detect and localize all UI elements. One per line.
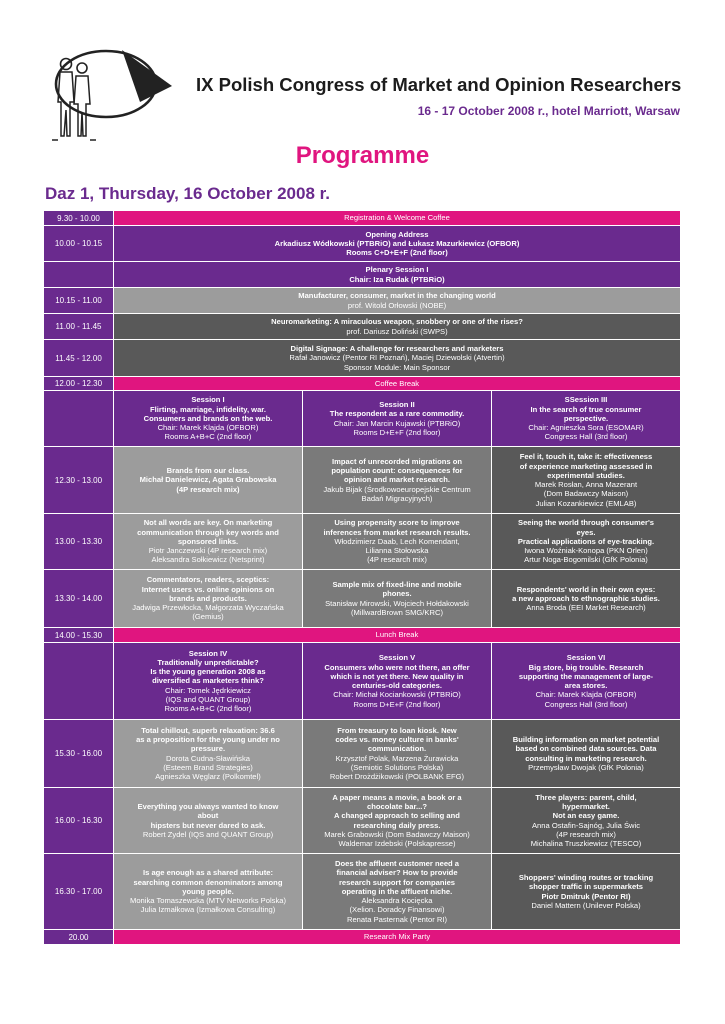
session-detail-line: Chair: Marek Klajda (OFBOR) [157, 423, 259, 433]
session-detail-line: Marek Grabowski (Dom Badawczy Maison) [324, 829, 470, 839]
session-title-line: Total chillout, superb relaxation: 36.6 [141, 725, 275, 735]
session-cell [114, 377, 680, 390]
session-detail-line: Research Mix Party [363, 932, 431, 942]
session-title-line: Flirting, marriage, infidelity, war. [150, 404, 266, 414]
session-title-line: hypermarket. [562, 802, 610, 811]
session-title-line: codes vs. money culture in banks' [335, 735, 459, 744]
session-title-line: Not all words are key. On marketing [143, 518, 273, 528]
session-cells [114, 570, 680, 627]
congress-title: IX Polish Congress of Market and Opinion Researchers [196, 74, 682, 95]
session-detail-line: Michalina Truszkiewicz (TESCO) [530, 839, 642, 848]
session-detail-line: (Esteem Brand Strategies) [163, 762, 253, 772]
session-title-line: eyes. [576, 527, 596, 537]
schedule-row [44, 854, 680, 930]
session-title-line: opinion and market research. [344, 475, 450, 485]
session-title-line: brands and products. [169, 593, 247, 603]
schedule-table [44, 211, 680, 945]
session-cell [114, 340, 680, 376]
session-cells [114, 377, 680, 390]
session-cells [114, 643, 680, 719]
session-title-line: Michał Danielewicz, Agata Grabowska [139, 475, 277, 485]
schedule-row [44, 788, 680, 854]
session-title-line: Session II [379, 400, 415, 409]
session-cells [114, 514, 680, 569]
session-cell [114, 226, 680, 261]
session-cells [114, 447, 680, 513]
session-title-line: Opening Address [365, 229, 429, 239]
session-title-line: population count: consequences for [331, 466, 463, 476]
session-detail-line: Anna Ostafin-Sajnóg, Julia Świc [531, 820, 641, 830]
session-cell [492, 447, 680, 513]
session-title-line: Using propensity score to improve [334, 518, 460, 528]
session-detail-line: (MillwardBrown SMG/KRC) [351, 607, 443, 617]
session-cells [114, 288, 680, 313]
session-title-line: (4P research mix) [176, 484, 240, 494]
session-title-line: young people. [182, 886, 234, 896]
session-title-line: A paper means a movie, a book or a [332, 792, 462, 802]
session-cell [114, 930, 680, 944]
session-title-line: In the search of true consumer [530, 404, 642, 414]
session-title-line: research support for companies [338, 877, 456, 887]
session-detail-line: prof. Witold Orłowski (NOBE) [347, 300, 447, 310]
time-slot: 10.15 - 11.00 [44, 288, 114, 313]
session-detail-line: Agnieszka Węglarz (Polkomtel) [155, 772, 261, 781]
session-detail-line: (Xelion. Doradcy Finansowi) [349, 905, 445, 915]
session-cells [114, 262, 680, 287]
time-slot: 11.45 - 12.00 [44, 340, 114, 376]
time-slot: 16.00 - 16.30 [44, 788, 114, 853]
session-title-line: Digital Signage: A challenge for researchers and marketers [290, 344, 504, 354]
session-title-line: From treasury to loan kiosk. New [337, 725, 457, 735]
session-title-line: A changed approach to selling and [334, 811, 460, 821]
session-cell [303, 720, 492, 787]
session-cells [114, 628, 680, 642]
congress-logo-icon [44, 40, 174, 155]
time-slot [44, 262, 114, 287]
session-title-line: researching daily press. [353, 820, 441, 830]
session-cells [114, 854, 680, 929]
session-title-line: based on combined data sources. Data [515, 744, 657, 754]
session-title-line: communication through key words and [137, 527, 279, 537]
session-detail-line: Robert Zydel (IQS and QUANT Group) [142, 829, 274, 839]
session-detail-line: Dorota Cudna-Sławińska [166, 753, 250, 763]
time-slot: 13.30 - 14.00 [44, 570, 114, 627]
session-title-line: Consumers who were not there, an offer [324, 662, 470, 672]
session-title-line: Arkadiusz Wódkowski (PTBRiO) and Łukasz Mazurkiewicz (OFBOR) [274, 238, 520, 248]
session-cell [114, 514, 303, 569]
session-cells [114, 391, 680, 446]
session-title-line: area stores. [564, 681, 608, 690]
session-title-line: Is the young generation 2008 as [150, 667, 266, 677]
session-title-line: chocolate bar...? [367, 802, 427, 811]
session-cell [303, 391, 492, 446]
time-slot: 20.00 [44, 930, 114, 944]
schedule-row [44, 628, 680, 643]
session-detail-line: Lunch Break [375, 630, 419, 640]
session-title-line: Chair: Iza Rudak (PTBRiO) [349, 274, 445, 284]
session-title-line: Building information on market potential [512, 735, 660, 744]
session-detail-line: Jadwiga Przewłocka, Małgorzata Wyczańska [132, 603, 284, 613]
session-cell [492, 391, 680, 446]
session-title-line: which is not yet there. New quality in [330, 671, 464, 681]
session-detail-line: Julian Kozankiewicz (EMLAB) [535, 498, 637, 508]
session-detail-line: (Semiotic Solutions Polska) [350, 762, 444, 772]
session-cell [114, 854, 303, 929]
session-detail-line: (Gemius) [192, 612, 224, 622]
session-detail-line: (IQS and QUANT Group) [165, 694, 251, 704]
session-detail-line: Przemysław Dwojak (GfK Polonia) [528, 762, 644, 772]
session-detail-line: Renata Pasternak (Pentor RI) [346, 914, 448, 924]
time-slot: 9.30 - 10.00 [44, 211, 114, 225]
schedule-row [44, 930, 680, 945]
session-detail-line: Krzysztof Polak, Marzena Żurawicka [335, 753, 459, 763]
session-title-line: Respondents' world in their own eyes: [516, 584, 656, 594]
session-detail-line: Robert Drożdżikowski (POLBANK EFG) [329, 772, 465, 781]
schedule-row [44, 514, 680, 570]
schedule-row [44, 314, 680, 340]
time-slot [44, 391, 114, 446]
schedule-row [44, 340, 680, 377]
session-detail-line: Marek Rosłan, Anna Mazerant [534, 480, 638, 489]
session-detail-line: (Dom Badawczy Maison) [543, 489, 629, 499]
session-detail-line: Iwona Woźniak-Konopa (PKN Orlen) [524, 546, 648, 556]
session-cell [114, 211, 680, 225]
session-detail-line: Chair: Jan Marcin Kujawski (PTBRiO) [333, 418, 461, 428]
session-title-line: Internet users vs. online opinions on [141, 584, 275, 594]
day-heading: Daz 1, Thursday, 16 October 2008 r. [45, 184, 331, 203]
session-cell [303, 643, 492, 719]
schedule-row [44, 288, 680, 314]
session-detail-line: Badań Migracyjnych) [361, 493, 433, 503]
session-cell [492, 514, 680, 569]
session-title-line: SSession III [564, 395, 608, 405]
session-title-line: shopper traffic in supermarkets [529, 882, 643, 892]
session-title-line: as a proposition for the young under no [136, 735, 280, 744]
session-detail-line: Anna Broda (EEI Market Research) [526, 603, 646, 613]
session-cell [114, 262, 680, 287]
congress-date-venue: 16 - 17 October 2008 r., hotel Marriott, Warsaw [417, 104, 680, 118]
session-cell [492, 643, 680, 719]
schedule-row [44, 643, 680, 720]
session-title-line: inferences from market research results. [323, 527, 471, 537]
session-cell [114, 288, 680, 313]
session-detail-line: Congress Hall (3rd floor) [544, 699, 628, 709]
schedule-row [44, 377, 680, 391]
session-title-line: searching common denominators among [133, 877, 283, 887]
session-detail-line: Artur Noga-Bogomilski (GfK Polonia) [524, 555, 648, 565]
schedule-row [44, 447, 680, 514]
session-title-line: The respondent as a rare commodity. [329, 409, 465, 419]
time-slot [44, 643, 114, 719]
session-title-line: Everything you always wanted to know [137, 802, 279, 811]
time-slot: 14.00 - 15.30 [44, 628, 114, 642]
session-title-line: Session VI [566, 653, 606, 663]
session-title-line: Sample mix of fixed-line and mobile [332, 580, 462, 589]
session-detail-line: (4P research mix) [556, 829, 616, 839]
session-cells [114, 788, 680, 853]
session-detail-line: Rooms D+E+F (2nd floor) [353, 699, 441, 709]
schedule-row [44, 391, 680, 447]
session-detail-line: Chair: Michał Kociankowski (PTBRiO) [333, 690, 461, 700]
session-cell [492, 854, 680, 929]
time-slot: 16.30 - 17.00 [44, 854, 114, 929]
session-title-line: of experience marketing assessed in [519, 461, 653, 471]
schedule-row [44, 570, 680, 628]
session-detail-line: Monika Tomaszewska (MTV Networks Polska) [130, 896, 286, 906]
session-detail-line: Jakub Bijak (Środkowoeuropejskie Centrum [323, 484, 471, 494]
session-cell [492, 570, 680, 627]
session-cell [114, 447, 303, 513]
time-slot: 12.30 - 13.00 [44, 447, 114, 513]
session-title-line: Consumers and brands on the web. [143, 413, 273, 423]
session-title-line: communication. [367, 744, 427, 754]
session-detail-line: Registration & Welcome Coffee [344, 213, 450, 223]
session-cell [303, 854, 492, 929]
time-slot: 13.00 - 13.30 [44, 514, 114, 569]
session-detail-line: Rooms A+B+C (2nd floor) [164, 704, 252, 714]
session-title-line: Traditionally unpredictable? [157, 657, 259, 667]
session-detail-line: Chair: Tomek Jędrkiewicz [165, 685, 251, 695]
time-slot: 15.30 - 16.00 [44, 720, 114, 787]
session-cell [303, 788, 492, 853]
session-cells [114, 314, 680, 339]
session-cell [303, 514, 492, 569]
session-title-line: Manufacturer, consumer, market in the changing world [298, 291, 496, 301]
session-title-line: Commentators, readers, sceptics: [146, 575, 270, 585]
session-cells [114, 340, 680, 376]
session-title-line: Does the affluent customer need a [334, 859, 460, 869]
session-title-line: pressure. [190, 744, 226, 754]
session-cell [114, 391, 303, 446]
session-title-line: Plenary Session I [365, 265, 429, 275]
session-title-line: Rooms C+D+E+F (2nd floor) [346, 248, 448, 258]
schedule-row [44, 211, 680, 226]
session-cell [492, 720, 680, 787]
session-title-line: phones. [382, 589, 412, 599]
session-detail-line: Lilianna Stołowska [365, 546, 429, 556]
session-cell [114, 314, 680, 339]
session-title-line: Session I [191, 395, 225, 405]
session-title-line: financial adviser? How to provide [336, 868, 458, 878]
session-detail-line: Włodzimierz Daab, Lech Komendant, [334, 536, 460, 546]
session-title-line: a new approach to ethnographic studies. [512, 593, 660, 603]
session-detail-line: Coffee Break [374, 378, 420, 388]
session-detail-line: Congress Hall (3rd floor) [544, 432, 628, 442]
session-cell [114, 643, 303, 719]
session-title-line: experimental studies. [547, 470, 625, 480]
session-detail-line: Rafał Janowicz (Pentor RI Poznań), Maciej Dziewolski (Atvertin) [289, 353, 505, 363]
session-detail-line: Aleksandra Sołkiewicz (Netsprint) [151, 555, 265, 565]
session-cell [114, 788, 303, 853]
session-title-line: Is age enough as a shared attribute: [143, 868, 273, 878]
session-title-line: Big store, big trouble. Research [528, 662, 644, 672]
session-title-line: hipsters but never dared to ask. [150, 820, 266, 830]
session-cell [303, 447, 492, 513]
session-cells [114, 930, 680, 944]
schedule-row [44, 226, 680, 262]
session-title-line: Neuromarketing: A miraculous weapon, snobbery or one of the rises? [271, 317, 523, 327]
session-cells [114, 720, 680, 787]
session-title-line: Three players: parent, child, [535, 792, 637, 802]
session-title-line: consulting in marketing research. [525, 753, 647, 763]
session-detail-line: Sponsor Module: Main Sponsor [343, 362, 451, 372]
session-detail-line: Daniel Mattern (Unilever Polska) [531, 900, 641, 910]
session-cell [303, 570, 492, 627]
session-title-line: Session V [378, 653, 416, 663]
session-title-line: Shoppers' winding routes or tracking [518, 873, 654, 882]
schedule-row [44, 720, 680, 788]
session-title-line: Seeing the world through consumer's [518, 518, 654, 528]
session-title-line: diversified as marketers think? [152, 676, 264, 686]
session-title-line: perspective. [563, 413, 609, 423]
session-detail-line: Stanisław Mirowski, Wojciech Hołdakowski [325, 598, 469, 608]
time-slot: 12.00 - 12.30 [44, 377, 114, 390]
schedule-row [44, 262, 680, 288]
session-cells [114, 226, 680, 261]
session-detail-line: Chair: Marek Klajda (OFBOR) [535, 690, 637, 700]
session-title-line: Not an easy game. [552, 811, 620, 821]
session-cells [114, 211, 680, 225]
programme-heading: Programme [295, 142, 430, 169]
time-slot: 10.00 - 10.15 [44, 226, 114, 261]
session-title-line: Impact of unrecorded migrations on [332, 456, 462, 466]
session-title-line: supporting the management of large- [518, 671, 654, 681]
session-title-line: Session IV [188, 648, 228, 658]
session-cell [492, 788, 680, 853]
time-slot: 11.00 - 11.45 [44, 314, 114, 339]
session-detail-line: Waldemar Izdebski (Polskapresse) [338, 839, 456, 848]
session-detail-line: prof. Dariusz Doliński (SWPS) [346, 326, 448, 336]
session-title-line: Feel it, touch it, take it: effectiveness [519, 452, 653, 462]
session-title-line: Brands from our class. [166, 466, 250, 476]
session-title-line: Piotr Dmitruk (Pentor RI) [541, 891, 631, 901]
session-detail-line: Rooms A+B+C (2nd floor) [164, 432, 252, 442]
session-title-line: Practical applications of eye-tracking. [517, 536, 655, 546]
session-title-line: about [197, 811, 219, 821]
session-cell [114, 720, 303, 787]
session-detail-line: Julia Izmałkowa (Izmałkowa Consulting) [140, 905, 276, 915]
session-title-line: operating in the affluent niche. [341, 886, 453, 896]
session-title-line: centuries-old categories. [352, 681, 442, 690]
session-title-line: sponsored links. [177, 536, 239, 546]
session-cell [114, 570, 303, 627]
session-cell [114, 628, 680, 642]
session-detail-line: Chair: Agnieszka Sora (ESOMAR) [528, 423, 644, 433]
session-detail-line: Aleksandra Kocięcka [361, 896, 433, 906]
session-detail-line: Piotr Janczewski (4P research mix) [148, 546, 268, 556]
session-detail-line: Rooms D+E+F (2nd floor) [353, 427, 441, 437]
session-detail-line: (4P research mix) [367, 555, 427, 565]
